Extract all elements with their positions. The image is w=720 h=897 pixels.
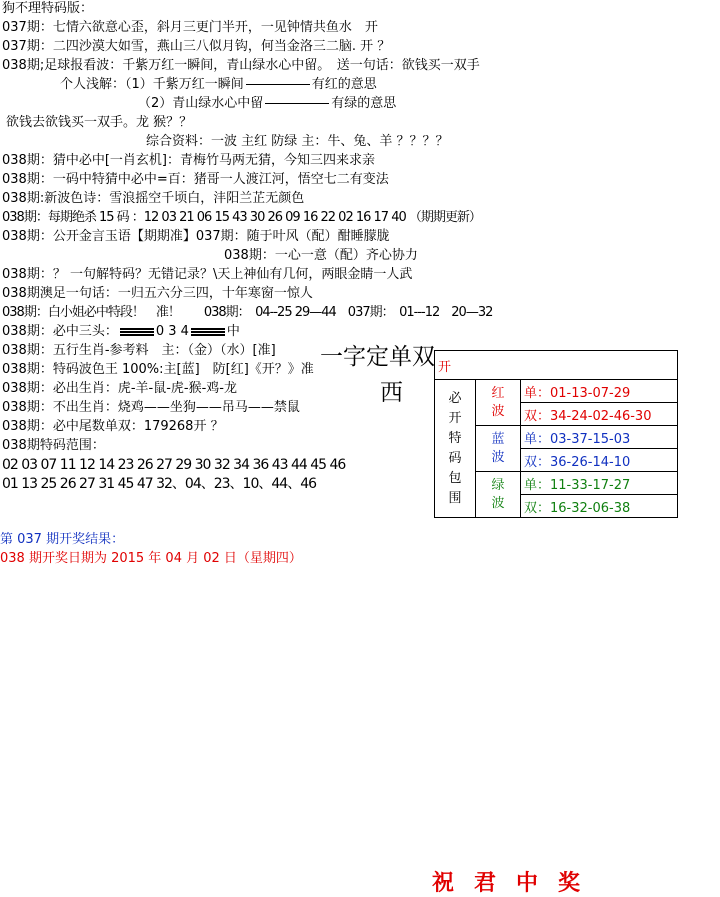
side-char: 特	[448, 430, 462, 446]
side-char: 包	[448, 470, 462, 486]
line-14: 038期：？ 一句解特码？无错记录？\天上神仙有几何，两眼金睛一人武	[2, 267, 413, 282]
line-21: 038期：不出生肖：烧鸡——坐狗——吊马——禁鼠	[2, 400, 300, 415]
side-char: 必	[448, 390, 462, 406]
line-17	[2, 323, 240, 341]
line-2: 037期：二四沙漠大如雪，燕山三八似月钩，何当金洛三二脑. 开 ？	[2, 39, 391, 54]
page-title: 狗不理特码版：	[2, 1, 94, 16]
line-23: 038期特码范围：	[2, 438, 105, 453]
triple-bar-glyph	[120, 327, 154, 337]
line-19: 038期：特码波色王 100%:主[蓝] 防[红]《开？》准	[2, 362, 314, 377]
line-16: 038期：白小姐必中特段！ 准！ 038期： 04--25 29—44 037期： 01---12 20—32	[2, 305, 493, 320]
line-20: 038期：必出生肖：虎-羊-鼠-虎-猴-鸡-龙	[2, 381, 237, 396]
red-even-row: 双：34-24-02-46-30	[521, 403, 678, 426]
blue-odd-row: 单：03-37-15-03	[521, 426, 678, 449]
line-4-tail: 有红的意思	[311, 77, 377, 92]
side-char: 围	[448, 490, 462, 506]
big-title-second: 西	[380, 380, 403, 406]
line-12: 038期：公开金言玉语【期期准】037期：随于叶风（配）酣睡朦胧	[2, 229, 390, 244]
line-17-digits: 0 3 4	[155, 324, 189, 339]
green-odd-row: 单：11-33-17-27	[521, 472, 678, 495]
line-18: 038期：五行生肖-参考料 主：（金）（水）[准]	[2, 343, 276, 358]
line-15: 038期澳足一句话：一归五六分三四，十年寒窗一惊人	[2, 286, 313, 301]
side-char: 码	[448, 450, 462, 466]
box-side-label	[435, 380, 476, 518]
line-22: 038期：必中尾数单双：179268开 ？	[2, 419, 224, 434]
line-6: 欲钱去欲钱买一双手。龙 猴？？	[6, 115, 193, 130]
triple-bar-glyph	[191, 327, 225, 337]
line-17-tail: 中	[226, 324, 240, 339]
line-25: 01 13 25 26 27 31 45 47 32、04、23、10、44、46	[2, 476, 317, 492]
box-header: 开	[435, 351, 678, 380]
footer-blessing: 祝君中奖	[432, 870, 601, 896]
line-1: 037期：七情六欲意心歪，斜月三更门半开，一见钟情共鱼水 开	[2, 20, 378, 35]
blue-even-row: 双：36-26-14-10	[521, 449, 678, 472]
green-even-row: 双：16-32-06-38	[521, 495, 678, 518]
line-17-text: 038期：必中三头：	[2, 324, 118, 339]
line-4-text: 个人浅解：（1）千紫万红一瞬间	[60, 77, 244, 92]
line-24: 02 03 07 11 12 14 23 26 27 29 30 32 34 36 43 44 45 46	[2, 457, 346, 473]
line-3: 038期;足球报看波：千紫万红一瞬间，青山绿水心中留。 送一句话：欲钱买一双手	[2, 58, 480, 73]
dash-rule	[246, 84, 310, 85]
line-5-tail: 有绿的意思	[331, 96, 397, 111]
draw-date: 038 期开奖日期为 2015 年 04 月 02 日（星期四）	[0, 551, 302, 566]
line-9: 038期：一码中特猜中必中=百：猪哥一人渡江河，悟空七二有变法	[2, 172, 389, 187]
special-code-box	[434, 350, 678, 518]
line-7: 综合资料：一波 主红 防绿 主：牛、兔、羊 ？？？？	[146, 134, 449, 149]
side-char: 开	[448, 410, 462, 426]
line-5	[138, 95, 396, 113]
line-10: 038期:新波色诗：雪浪摇空千顷白，沣阳兰芷无颜色	[2, 191, 305, 206]
line-4	[60, 76, 377, 94]
red-wave-label: 红 波	[476, 380, 521, 426]
line-8: 038期：猜中必中[一肖玄机]：青梅竹马两无猜，今知三四来求亲	[2, 153, 375, 168]
green-wave-label: 绿 波	[476, 472, 521, 518]
blue-wave-label: 蓝 波	[476, 426, 521, 472]
dash-rule	[265, 103, 329, 104]
line-11: 038期：每期绝杀 15 码 ：12 03 21 06 15 43 30 26 09 16 22 02 16 17 40 （期期更新）	[2, 210, 481, 225]
line-5-text: （2）青山绿水心中留	[138, 96, 264, 111]
red-odd-row: 单：01-13-07-29	[521, 380, 678, 403]
big-title: 一字定单双	[320, 344, 435, 370]
result-title: 第 037 期开奖结果：	[0, 532, 125, 547]
line-13: 038期：一心一意（配）齐心协力	[224, 248, 418, 263]
